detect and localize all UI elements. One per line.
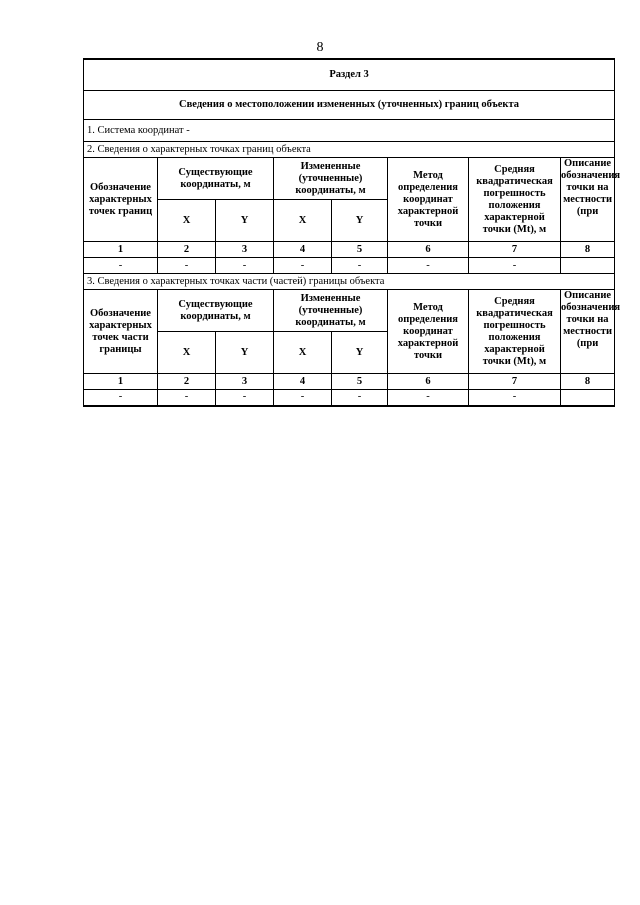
block1-col-method: Метод определения координат характерной точки bbox=[388, 158, 469, 242]
block1-colnum-5: 5 bbox=[332, 242, 388, 258]
block1-cell-3: - bbox=[216, 258, 274, 274]
block2-col-existing: Существующие координаты, м bbox=[158, 290, 274, 332]
block1-changed-y: Y bbox=[332, 200, 388, 242]
block1-colnum-1: 1 bbox=[84, 242, 158, 258]
block1-cell-1: - bbox=[84, 258, 158, 274]
coordinate-system-line: 1. Система координат - bbox=[84, 120, 615, 142]
block2-colnum-8: 8 bbox=[561, 374, 615, 390]
block1-cell-8 bbox=[561, 258, 615, 274]
block1-cell-5: - bbox=[332, 258, 388, 274]
block1-col-changed: Измененные (уточненные) координаты, м bbox=[274, 158, 388, 200]
block2-changed-x: X bbox=[274, 332, 332, 374]
section-title: Раздел 3 bbox=[84, 59, 615, 91]
block1-col-description bbox=[561, 158, 621, 242]
block1-col-accuracy: Средняя квадратическая погрешность положения характерной точки (Mt), м bbox=[469, 158, 561, 242]
block1-cell-6: - bbox=[388, 258, 469, 274]
block2-colnum-3: 3 bbox=[216, 374, 274, 390]
block1-col-designation-text: Обозначение характерных точек границ bbox=[88, 181, 153, 217]
block1-existing-x: X bbox=[158, 200, 216, 242]
block2-cell-1: - bbox=[84, 390, 158, 406]
block2-cell-6: - bbox=[388, 390, 469, 406]
block2-col-designation: Обозначение характерных точек части границы bbox=[84, 290, 158, 374]
block2-colnum-2: 2 bbox=[158, 374, 216, 390]
block2-cell-8 bbox=[561, 390, 615, 406]
block2-colnum-7: 7 bbox=[469, 374, 561, 390]
block2-col-changed: Измененные (уточненные) координаты, м bbox=[274, 290, 388, 332]
block2-cell-4: - bbox=[274, 390, 332, 406]
block1-cell-2: - bbox=[158, 258, 216, 274]
page-number: 8 bbox=[316, 40, 324, 55]
block1-colnum-7: 7 bbox=[469, 242, 561, 258]
block1-col-description-text: Описание обозначения точки на местности (при bbox=[561, 158, 621, 217]
block2-colnum-6: 6 bbox=[388, 374, 469, 390]
block2-col-description bbox=[561, 290, 621, 374]
block1-col-designation bbox=[84, 158, 158, 242]
block1-colnum-3: 3 bbox=[216, 242, 274, 258]
block1-colnum-4: 4 bbox=[274, 242, 332, 258]
block1-colnum-2: 2 bbox=[158, 242, 216, 258]
block2-cell-5: - bbox=[332, 390, 388, 406]
section-3-table bbox=[83, 58, 621, 407]
block2-cell-7: - bbox=[469, 390, 561, 406]
section-subtitle: Сведения о местоположении измененных (уточненных) границ объекта bbox=[84, 91, 615, 120]
block2-col-method: Метод определения координат характерной точки bbox=[388, 290, 469, 374]
block1-cell-4: - bbox=[274, 258, 332, 274]
block1-caption: 2. Сведения о характерных точках границ объекта bbox=[84, 142, 615, 158]
block1-cell-7: - bbox=[469, 258, 561, 274]
block2-col-accuracy: Средняя квадратическая погрешность положения характерной точки (Mt), м bbox=[469, 290, 561, 374]
block2-colnum-1: 1 bbox=[84, 374, 158, 390]
block2-changed-y: Y bbox=[332, 332, 388, 374]
block2-caption: 3. Сведения о характерных точках части (частей) границы объекта bbox=[84, 274, 615, 290]
block1-colnum-8: 8 bbox=[561, 242, 615, 258]
block1-colnum-6: 6 bbox=[388, 242, 469, 258]
block2-existing-y: Y bbox=[216, 332, 274, 374]
block2-col-description-text: Описание обозначения точки на местности (при bbox=[561, 290, 621, 349]
block1-existing-y: Y bbox=[216, 200, 274, 242]
section-3-sheet bbox=[83, 58, 621, 407]
block2-colnum-4: 4 bbox=[274, 374, 332, 390]
block1-col-existing: Существующие координаты, м bbox=[158, 158, 274, 200]
block2-colnum-5: 5 bbox=[332, 374, 388, 390]
block2-existing-x: X bbox=[158, 332, 216, 374]
block2-cell-2: - bbox=[158, 390, 216, 406]
block1-changed-x: X bbox=[274, 200, 332, 242]
block2-cell-3: - bbox=[216, 390, 274, 406]
